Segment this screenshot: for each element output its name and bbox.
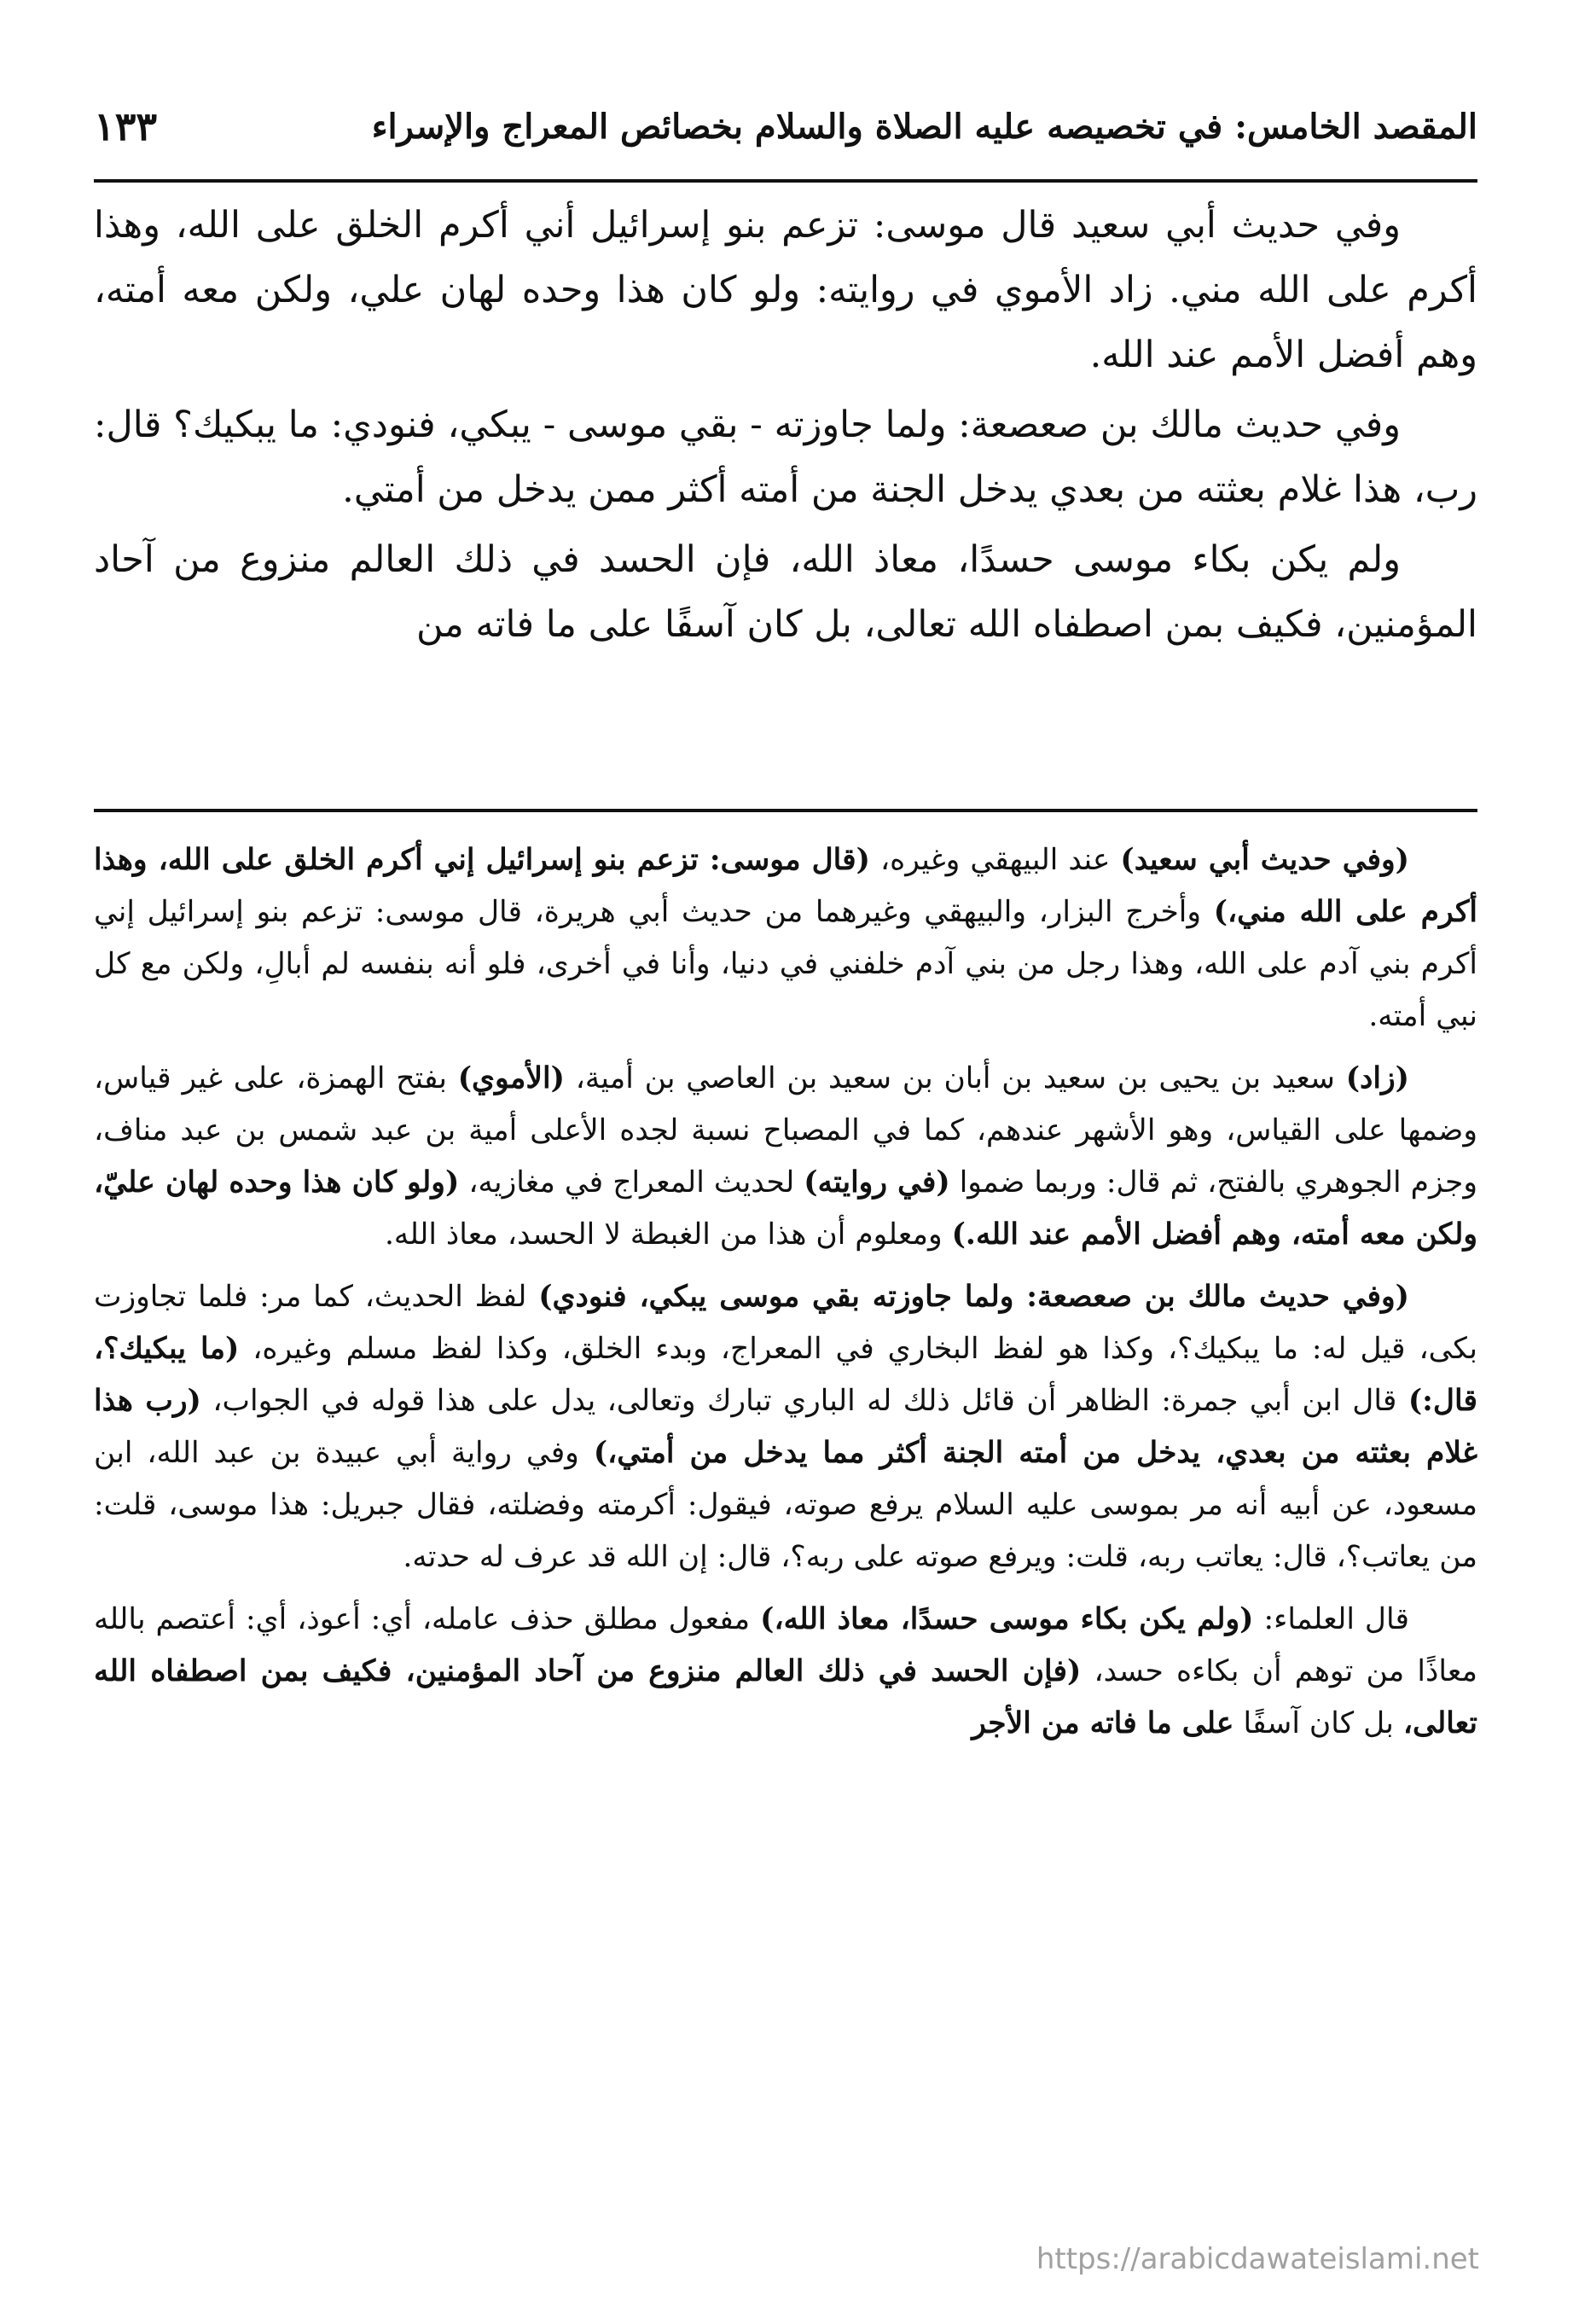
quoted-text: (في روايته): [804, 1165, 950, 1200]
quoted-text: (زاد): [1345, 1061, 1409, 1095]
page-number: ١٣٣: [94, 103, 158, 149]
commentary: [94, 834, 1477, 1760]
watermark-url: https://arabicdawateislami.net: [1036, 2242, 1479, 2276]
commentary-text: مفعول مطلق حذف عامله، أي: أعوذ، أي: أعتصم بالله معاذًا من توهم أن بكاءه حسد،: [94, 1602, 1477, 1688]
commentary-text: وأخرج البزار، والبيهقي وغيرهما من حديث أبي هريرة، قال موسى: تزعم بنو إسرائيل إني أكرم بني آدم على الله، وهذا رجل من بني آدم خلفني في دنيا، وأنا في أخرى، فلو أنه بنفسه لم أبالِ، ولكن مع كل نبي أمته.: [94, 895, 1477, 1033]
quoted-text: (قال موسى: تزعم بنو إسرائيل إني أكرم الخلق على الله، وهذا أكرم على الله مني،): [94, 843, 1478, 929]
commentary-paragraph: [94, 1594, 1477, 1750]
quoted-text: (ما يبكيك؟، قال:): [94, 1332, 1477, 1418]
quoted-text: (وفي حديث أبي سعيد): [1120, 843, 1409, 877]
commentary-text: بل كان آسفًا: [1233, 1706, 1403, 1740]
commentary-text: لفظ الحديث، كما مر: فلما تجاوزت بكى، قيل له: ما يبكيك؟، وكذا هو لفظ البخاري في المعراج، وبدء الخلق، وكذا لفظ مسلم وغيره،: [94, 1280, 1478, 1366]
commentary-text: لحديث المعراج في مغازيه،: [459, 1165, 804, 1200]
commentary-text: عند البيهقي وغيره،: [870, 843, 1121, 877]
commentary-text: ومعلوم أن هذا من الغبطة لا الحسد، معاذ الله.: [384, 1217, 952, 1252]
commentary-paragraph: [94, 1271, 1477, 1583]
quoted-text: (رب هذا غلام بعثته من بعدي، يدخل من أمته الجنة أكثر مما يدخل من أمتي،): [94, 1384, 1477, 1470]
commentary-text: بفتح الهمزة، على غير قياس، وضمها على القياس، وهو الأشهر عندهم، كما في المصباح نسبة لجده الأعلى أمية بن عبد شمس بن عبد مناف، وجزم الجوهري بالفتح، ثم قال: وربما ضموا: [94, 1061, 1477, 1200]
commentary-paragraph: [94, 834, 1477, 1043]
quoted-text: (وفي حديث مالك بن صعصعة: ولما جاوزته بقي موسى يبكي، فنودي): [538, 1280, 1409, 1314]
commentary-paragraph: [94, 1053, 1477, 1261]
quoted-text: على ما فاته من الأجر: [972, 1706, 1234, 1740]
running-title: المقصد الخامس: في تخصيصه عليه الصلاة والسلام بخصائص المعراج والإسراء: [371, 106, 1477, 147]
commentary-text: قال العلماء:: [1253, 1602, 1410, 1636]
quoted-text: (الأموي): [457, 1061, 565, 1095]
main-text: [94, 193, 1477, 662]
header-rule: [94, 179, 1477, 183]
commentary-text: قال ابن أبي جمرة: الظاهر أن قائل ذلك له الباري تبارك وتعالى، يدل على هذا قوله في الجواب،: [200, 1384, 1408, 1418]
quoted-text: (فإن الحسد في ذلك العالم منزوع من آحاد المؤمنين، فكيف بمن اصطفاه الله تعالى،: [94, 1654, 1477, 1740]
quoted-text: (ولو كان هذا وحده لهان عليّ، ولكن معه أمته، وهم أفضل الأمم عند الله.): [94, 1165, 1477, 1252]
commentary-text: سعيد بن يحيى بن سعيد بن أبان بن سعيد بن العاصي بن أمية،: [564, 1061, 1346, 1095]
commentary-text: وفي رواية أبي عبيدة بن عبد الله، ابن مسعود، عن أبيه أنه مر بموسى عليه السلام يرفع صوته، فيقول: أكرمته وفضلته، فقال جبريل: هذا موسى، قلت: من يعاتب؟، قال: يعاتب ربه، قلت: ويرفع صوته على ربه؟، قال: إن الله قد عرف له حدته.: [94, 1436, 1477, 1574]
main-paragraph: وفي حديث مالك بن صعصعة: ولما جاوزته - بقي موسى - يبكي، فنودي: ما يبكيك؟ قال: رب، هذا غلام بعثته من بعدي يدخل الجنة من أمته أكثر ممن يدخل من أمتي.: [94, 404, 1477, 511]
page-header: [94, 92, 1477, 160]
main-paragraph: وفي حديث أبي سعيد قال موسى: تزعم بنو إسرائيل أني أكرم الخلق على الله، وهذا أكرم على الله مني. زاد الأموي في روايته: ولو كان هذا وحده لهان علي، ولكن معه أمته، وهم أفضل الأمم عند الله.: [94, 204, 1477, 376]
main-paragraph: ولم يكن بكاء موسى حسدًا، معاذ الله، فإن الحسد في ذلك العالم منزوع من آحاد المؤمنين، فكيف بمن اصطفاه الله تعالى، بل كان آسفًا على ما فاته من: [94, 538, 1477, 646]
quoted-text: (ولم يكن بكاء موسى حسدًا، معاذ الله،): [760, 1602, 1254, 1636]
commentary-separator: [94, 809, 1477, 812]
